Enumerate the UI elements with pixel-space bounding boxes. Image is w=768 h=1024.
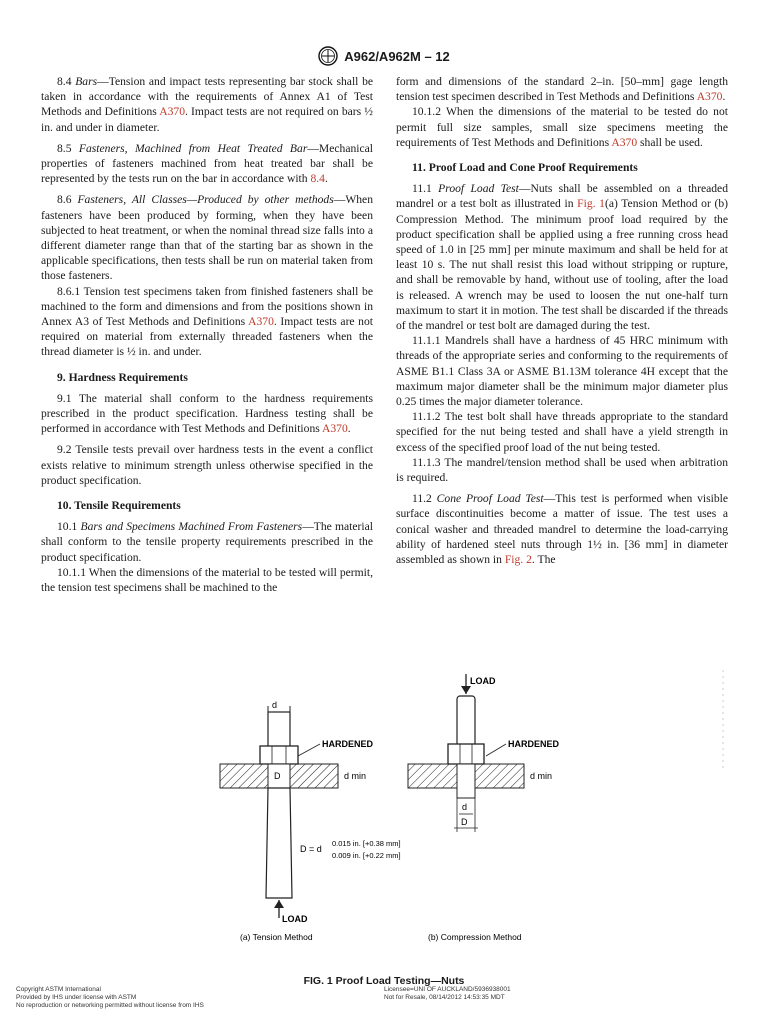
page-header bbox=[0, 46, 768, 66]
para-10-1: 10.1 Bars and Specimens Machined From Fasteners—The material shall conform to the tensile property requirements prescribed in the product specification. bbox=[41, 520, 373, 564]
label-hardened-b: HARDENED bbox=[508, 739, 560, 749]
section-heading-9: 9. Hardness Requirements bbox=[57, 370, 188, 384]
label-dmin-a: d min bbox=[344, 771, 367, 781]
section-heading-10: 10. Tensile Requirements bbox=[57, 499, 181, 513]
right-column bbox=[396, 74, 728, 567]
para-10-1-2: 10.1.2 When the dimensions of the material to be tested do not permit full size samples, small size specimens meeting the requirements of Test Methods and Definitions A370 shall be used. bbox=[396, 105, 728, 149]
para-11-1-2: 11.1.2 The test bolt shall have threads appropriate to the standard specified for the nut being tested and shall have a yield strength in excess of the specified proof load of the nut being tested. bbox=[396, 410, 728, 454]
para-8-6: 8.6 Fasteners, All Classes—Produced by other methods—When fasteners have been produced by forming, when they have been subjected to heat treatment, or when the nominal thread size falls into a different diameter range than that of the starting bar as shown in the applicable specifications, then tests shall be run on material taken from those fasteners. bbox=[41, 193, 373, 283]
para-10-1-1: 10.1.1 When the dimensions of the material to be tested will permit, the tension test specimens shall be machined to the bbox=[41, 565, 373, 595]
label-d: d bbox=[272, 700, 278, 710]
ref-a370[interactable]: A370 bbox=[248, 315, 274, 329]
para-11-1-1: 11.1.1 Mandrels shall have a hardness of 45 HRC minimum with threads of the appropriate series and conforming to the requirements of ASME B1.1 Class 3A or ASME B1.13M tolerance 4H except that the maximum major diameter shall be the minimum major diameter plus 0.25 times the major diameter tolerance. bbox=[396, 334, 728, 409]
label-dmin-b: d min bbox=[530, 771, 553, 781]
label-compression-method: (b) Compression Method bbox=[428, 932, 522, 942]
left-column bbox=[41, 74, 373, 595]
astm-logo-icon bbox=[318, 46, 338, 66]
side-watermark bbox=[720, 670, 726, 770]
ref-a370[interactable]: A370 bbox=[322, 422, 348, 436]
para-9-1: 9.1 The material shall conform to the hardness requirements prescribed in the product specification. Hardness testing shall be performed in accordance with Test Methods and Definitions A370. bbox=[41, 391, 373, 436]
label-d-b: d bbox=[462, 802, 468, 812]
figure-1-drawing bbox=[210, 672, 560, 962]
ref-fig-2[interactable]: Fig. 2 bbox=[504, 553, 532, 567]
section-heading-11: 11. Proof Load and Cone Proof Requirements bbox=[412, 161, 638, 175]
formula-D: D = d bbox=[300, 844, 322, 854]
label-load-a: LOAD bbox=[282, 914, 308, 924]
tolerance-2: 0.009 in. [+0.22 mm] bbox=[332, 851, 401, 860]
ref-a370[interactable]: A370 bbox=[611, 135, 638, 149]
para-8-5: 8.5 Fasteners, Machined from Heat Treated Bar—Mechanical properties of fasteners machined from heat treated bar shall be represented by the tests run on the bar in accordance with 8.4. bbox=[41, 141, 373, 186]
label-D: D bbox=[274, 771, 281, 781]
compression-method-diagram bbox=[408, 674, 560, 942]
para-11-1-3: 11.1.3 The mandrel/tension method shall be used when arbitration is required. bbox=[396, 455, 728, 485]
label-hardened-a: HARDENED bbox=[322, 739, 374, 749]
para-11-1: 11.1 Proof Load Test—Nuts shall be assembled on a threaded mandrel or a test bolt as illustrated in Fig. 1(a) Tension Method or (b) Compression Method. The minimum proof load required by the product specification shall be applied using a free running cross head speed of 1.0 in [25 mm] per minute maximum and shall be held for at least 10 s. The nut shall resist this load without stripping or rupture, and shall be removable by hand, without use of tooling, after the load is released. A wrench may be used to loosen the nut one-half turn maximum to start it in motion. The test shall be discarded if the threads of the mandrel or test bolt are damaged during the test. bbox=[396, 182, 728, 333]
para-11-2: 11.2 Cone Proof Load Test—This test is performed when visible surface discontinuities become a matter of issue. The test uses a conical washer and threaded mandrel to determine the load-carrying ability of hardened steel nuts through 1½ in. [36 mm] in diameter assembled as shown in Fig. 2. The bbox=[396, 492, 729, 567]
ref-a370[interactable]: A370 bbox=[159, 105, 186, 119]
label-tension-method: (a) Tension Method bbox=[240, 932, 313, 942]
ref-a370[interactable]: A370 bbox=[696, 90, 723, 104]
figure-caption: FIG. 1 Proof Load Testing—Nuts bbox=[303, 975, 465, 987]
para-10-1-1-cont: form and dimensions of the standard 2–in. [50–mm] gage length tension test specimen described in Test Methods and Definitions A370. bbox=[396, 75, 728, 104]
footer-right: Licensee=UNI OF AUCKLAND/5936938001 Not for Resale, 08/14/2012 14:53:35 MDT bbox=[384, 986, 511, 1001]
tolerance-1: 0.015 in. [+0.38 mm] bbox=[332, 839, 401, 848]
para-9-2: 9.2 Tensile tests prevail over hardness tests in the event a conflict exists relative to minimum strength unless otherwise specified in the product specification. bbox=[41, 443, 373, 487]
tension-method-diagram bbox=[220, 700, 401, 942]
para-8-6-1: 8.6.1 Tension test specimens taken from finished fasteners shall be machined to the form and dimensions and from the positions shown in Annex A3 of Test Methods and Definitions A370. Impact tests are not required on material from externally threaded fasteners when the thread diameter is ½ in. and under. bbox=[41, 284, 374, 359]
standard-designation: A962/A962M – 12 bbox=[344, 48, 450, 64]
ref-section-8-4[interactable]: 8.4 bbox=[310, 172, 325, 186]
label-load-b: LOAD bbox=[470, 676, 496, 686]
footer-left: Copyright ASTM International Provided by IHS under license with ASTM No reproduction or networking permitted without license from IHS bbox=[16, 986, 204, 1009]
ref-fig-1[interactable]: Fig. 1 bbox=[577, 197, 605, 211]
para-8-4: 8.4 Bars—Tension and impact tests representing bar stock shall be taken in accordance with the requirements of Annex A1 of Test Methods and Definitions A370. Impact tests are not required on bars ½ in. and under in diameter. bbox=[41, 75, 374, 134]
label-D-b: D bbox=[461, 817, 468, 827]
